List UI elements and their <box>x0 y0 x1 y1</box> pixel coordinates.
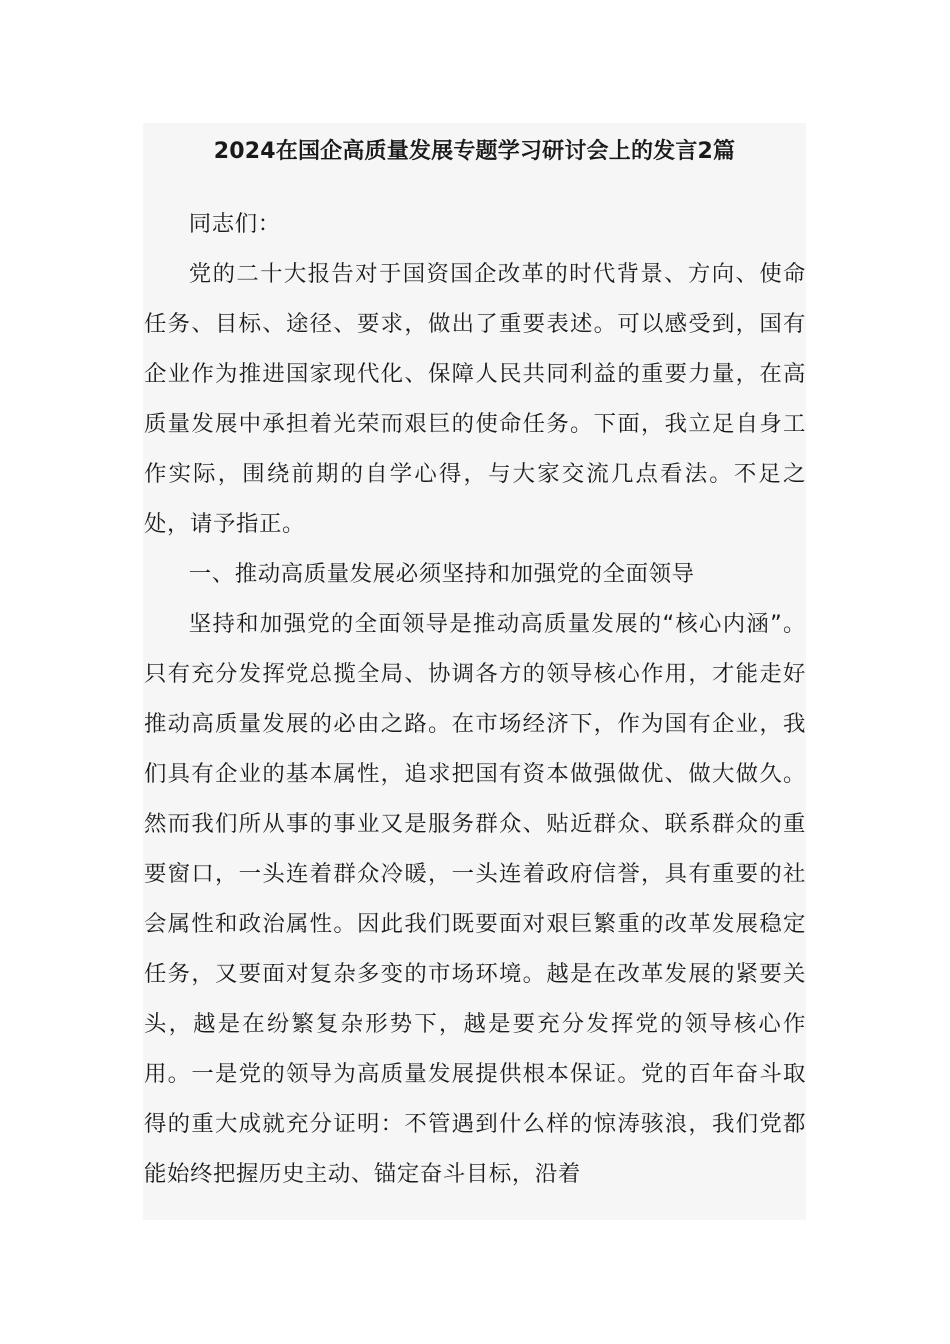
document-page <box>143 123 806 1220</box>
document-body <box>144 199 806 1199</box>
body-paragraph-1: 坚持和加强党的全面领导是推动高质量发展的“核心内涵”。只有充分发挥党总揽全局、协调各方的领导核心作用，才能走好推动高质量发展的必由之路。在市场经济下，作为国有企业，我们具有企业的基本属性，追求把国有资本做强做优、做大做久。然而我们所从事的事业又是服务群众、贴近群众、联系群众的重要窗口，一头连着群众冷暖，一头连着政府信誉，具有重要的社会属性和政治属性。因此我们既要面对艰巨繁重的改革发展稳定任务，又要面对复杂多变的市场环境。越是在改革发展的紧要关头，越是在纷繁复杂形势下，越是要充分发挥党的领导核心作用。一是党的领导为高质量发展提供根本保证。党的百年奋斗取得的重大成就充分证明：不管遇到什么样的惊涛骇浪，我们党都能始终把握历史主动、锚定奋斗目标，沿着 <box>144 611 806 1187</box>
salutation-paragraph: 同志们： <box>188 211 281 237</box>
intro-paragraph: 党的二十大报告对于国资国企改革的时代背景、方向、使命任务、目标、途径、要求，做出了重要表述。可以感受到，国有企业作为推进国家现代化、保障人民共同利益的重要力量，在高质量发展中承担着光荣而艰巨的使命任务。下面，我立足自身工作实际，围绕前期的自学心得，与大家交流几点看法。不足之处，请予指正。 <box>144 261 806 537</box>
section-heading-1: 一、推动高质量发展必须坚持和加强党的全面领导 <box>188 561 695 587</box>
document-title: 2024在国企高质量发展专题学习研讨会上的发言2篇 <box>213 139 736 164</box>
